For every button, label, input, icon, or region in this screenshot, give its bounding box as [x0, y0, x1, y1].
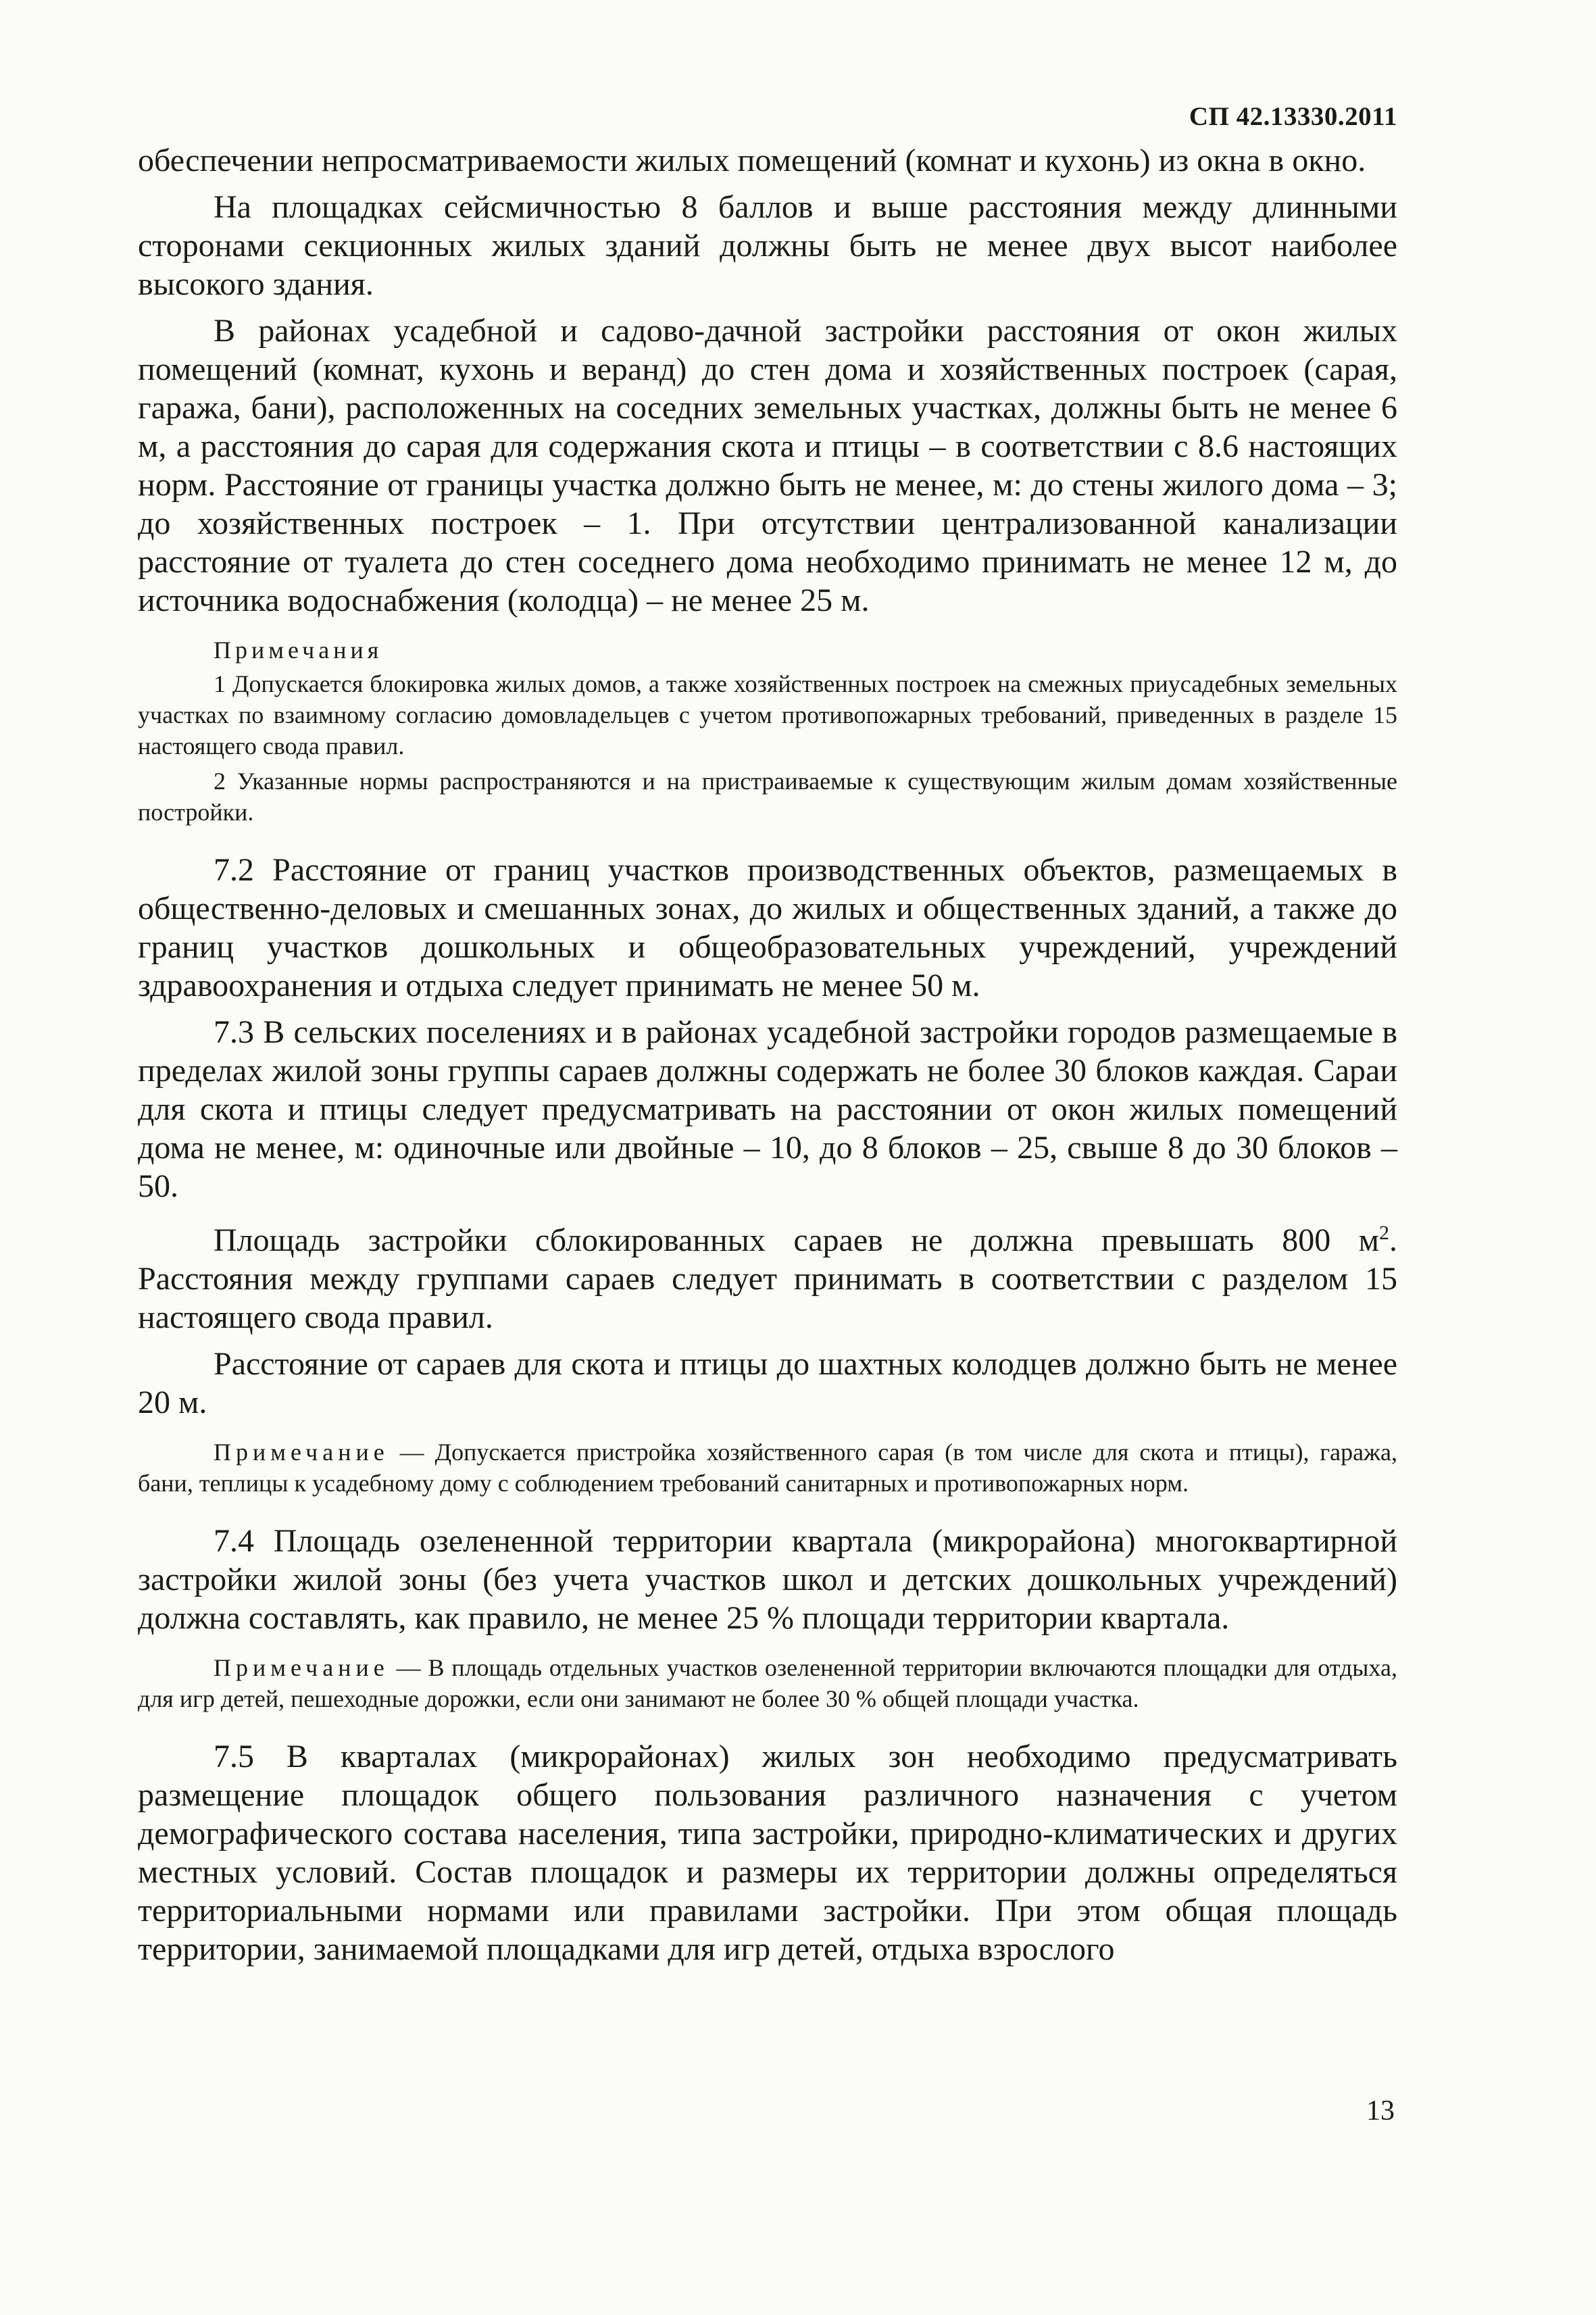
notes-title: Примечания — [214, 637, 383, 664]
area-superscript: 2 — [1379, 1222, 1389, 1244]
document-page — [138, 101, 1397, 1976]
area-text: Площадь застройки сблокированных сараев не должна превышать 800 м — [214, 1222, 1379, 1258]
area-text-after: . Расстояния между группами сараев следует принимать в соответствии с разделом 15 настоящего свода правил. — [138, 1222, 1397, 1335]
section-7-2: 7.2 Расстояние от границ участков производственных объектов, размещаемых в общественно-деловых и смешанных зонах, до жилых и общественных зданий, а также до границ участков дошкольных и общеобразовательных учреждений, учреждений здравоохранения и отдыха следует принимать не менее 50 м. — [138, 852, 1397, 1003]
document-code-header: СП 42.13330.2011 — [1189, 102, 1397, 131]
note-item: 2 Указанные нормы распространяются и на пристраиваемые к существующим жилым домам хозяйственные постройки. — [138, 768, 1397, 826]
page-number: 13 — [1366, 2095, 1395, 2126]
note-sheds — [138, 1437, 1397, 1499]
note-greenery — [138, 1652, 1397, 1714]
section-7-4: 7.4 Площадь озелененной территории квартала (микрорайона) многоквартирной застройки жилой зоны (без учета участков школ и детских дошкольных учреждений) должна составлять, как правило, не менее 25 % площади территории квартала. — [138, 1523, 1397, 1636]
note-block-3 — [138, 1652, 1397, 1714]
note-text: — Допускается пристройка хозяйственного сарая (в том числе для скота и птицы), гаража, бани, теплицы к усадебному дому с соблюдением требований санитарных и противопожарных норм. — [138, 1439, 1397, 1497]
section-7-3: 7.3 В сельских поселениях и в районах усадебной застройки городов размещаемые в пределах жилой зоны группы сараев должны содержать не более 30 блоков каждая. Сараи для скота и птицы следует предусматривать на расстоянии от окон жилых помещений дома не менее, м: одиночные или двойные – 10, до 8 блоков – 25, свыше 8 до 30 блоков – 50. — [138, 1014, 1397, 1204]
section-7-3-area — [138, 1214, 1397, 1337]
note-block-2 — [138, 1437, 1397, 1499]
note-label: Примечание — [214, 1439, 389, 1466]
notes-block — [138, 634, 1397, 828]
paragraph-continuation: обеспечении непросматриваемости жилых помещений (комнат и кухонь) из окна в окно. — [138, 143, 1366, 178]
note-item: 1 Допускается блокировка жилых домов, а также хозяйственных построек на смежных приусадебных земельных участках по взаимному согласию домовладельцев с учетом противопожарных требований, приведенных в разделе 15 настоящего свода правил. — [138, 670, 1397, 760]
note-text: — В площадь отдельных участков озелененной территории включаются площадки для отдыха, для игр детей, пешеходные дорожки, если они занимают не более 30 % общей площади участка. — [138, 1654, 1397, 1712]
note-label: Примечание — [214, 1654, 389, 1681]
paragraph-seismic: На площадках сейсмичностью 8 баллов и выше расстояния между длинными сторонами секционных жилых зданий должны быть не менее двух высот наиболее высокого здания. — [138, 189, 1397, 302]
section-7-5: 7.5 В кварталах (микрорайонах) жилых зон необходимо предусматривать размещение площадок общего пользования различного назначения с учетом демографического состава населения, типа застройки, природно-климатических и других местных условий. Состав площадок и размеры их территории должны определяться территориальными нормами или правилами застройки. При этом общая площадь территории, занимаемой площадками для игр детей, отдыха взрослого — [138, 1739, 1397, 1967]
paragraph-homestead-distances: В районах усадебной и садово-дачной застройки расстояния от окон жилых помещений (комнат, кухонь и веранд) до стен дома и хозяйственных построек (сарая, гаража, бани), расположенных на соседних земельных участках, должны быть не менее 6 м, а расстояния до сарая для содержания скота и птицы – в соответствии с 8.6 настоящих норм. Расстояние от границы участка должно быть не менее, м: до стены жилого дома – 3; до хозяйственных построек – 1. При отсутствии централизованной канализации расстояние от туалета до стен соседнего дома необходимо принимать не менее 12 м, до источника водоснабжения (колодца) – не менее 25 м. — [138, 313, 1397, 618]
section-7-3-wells: Расстояние от сараев для скота и птицы до шахтных колодцев должно быть не менее 20 м. — [138, 1346, 1397, 1420]
